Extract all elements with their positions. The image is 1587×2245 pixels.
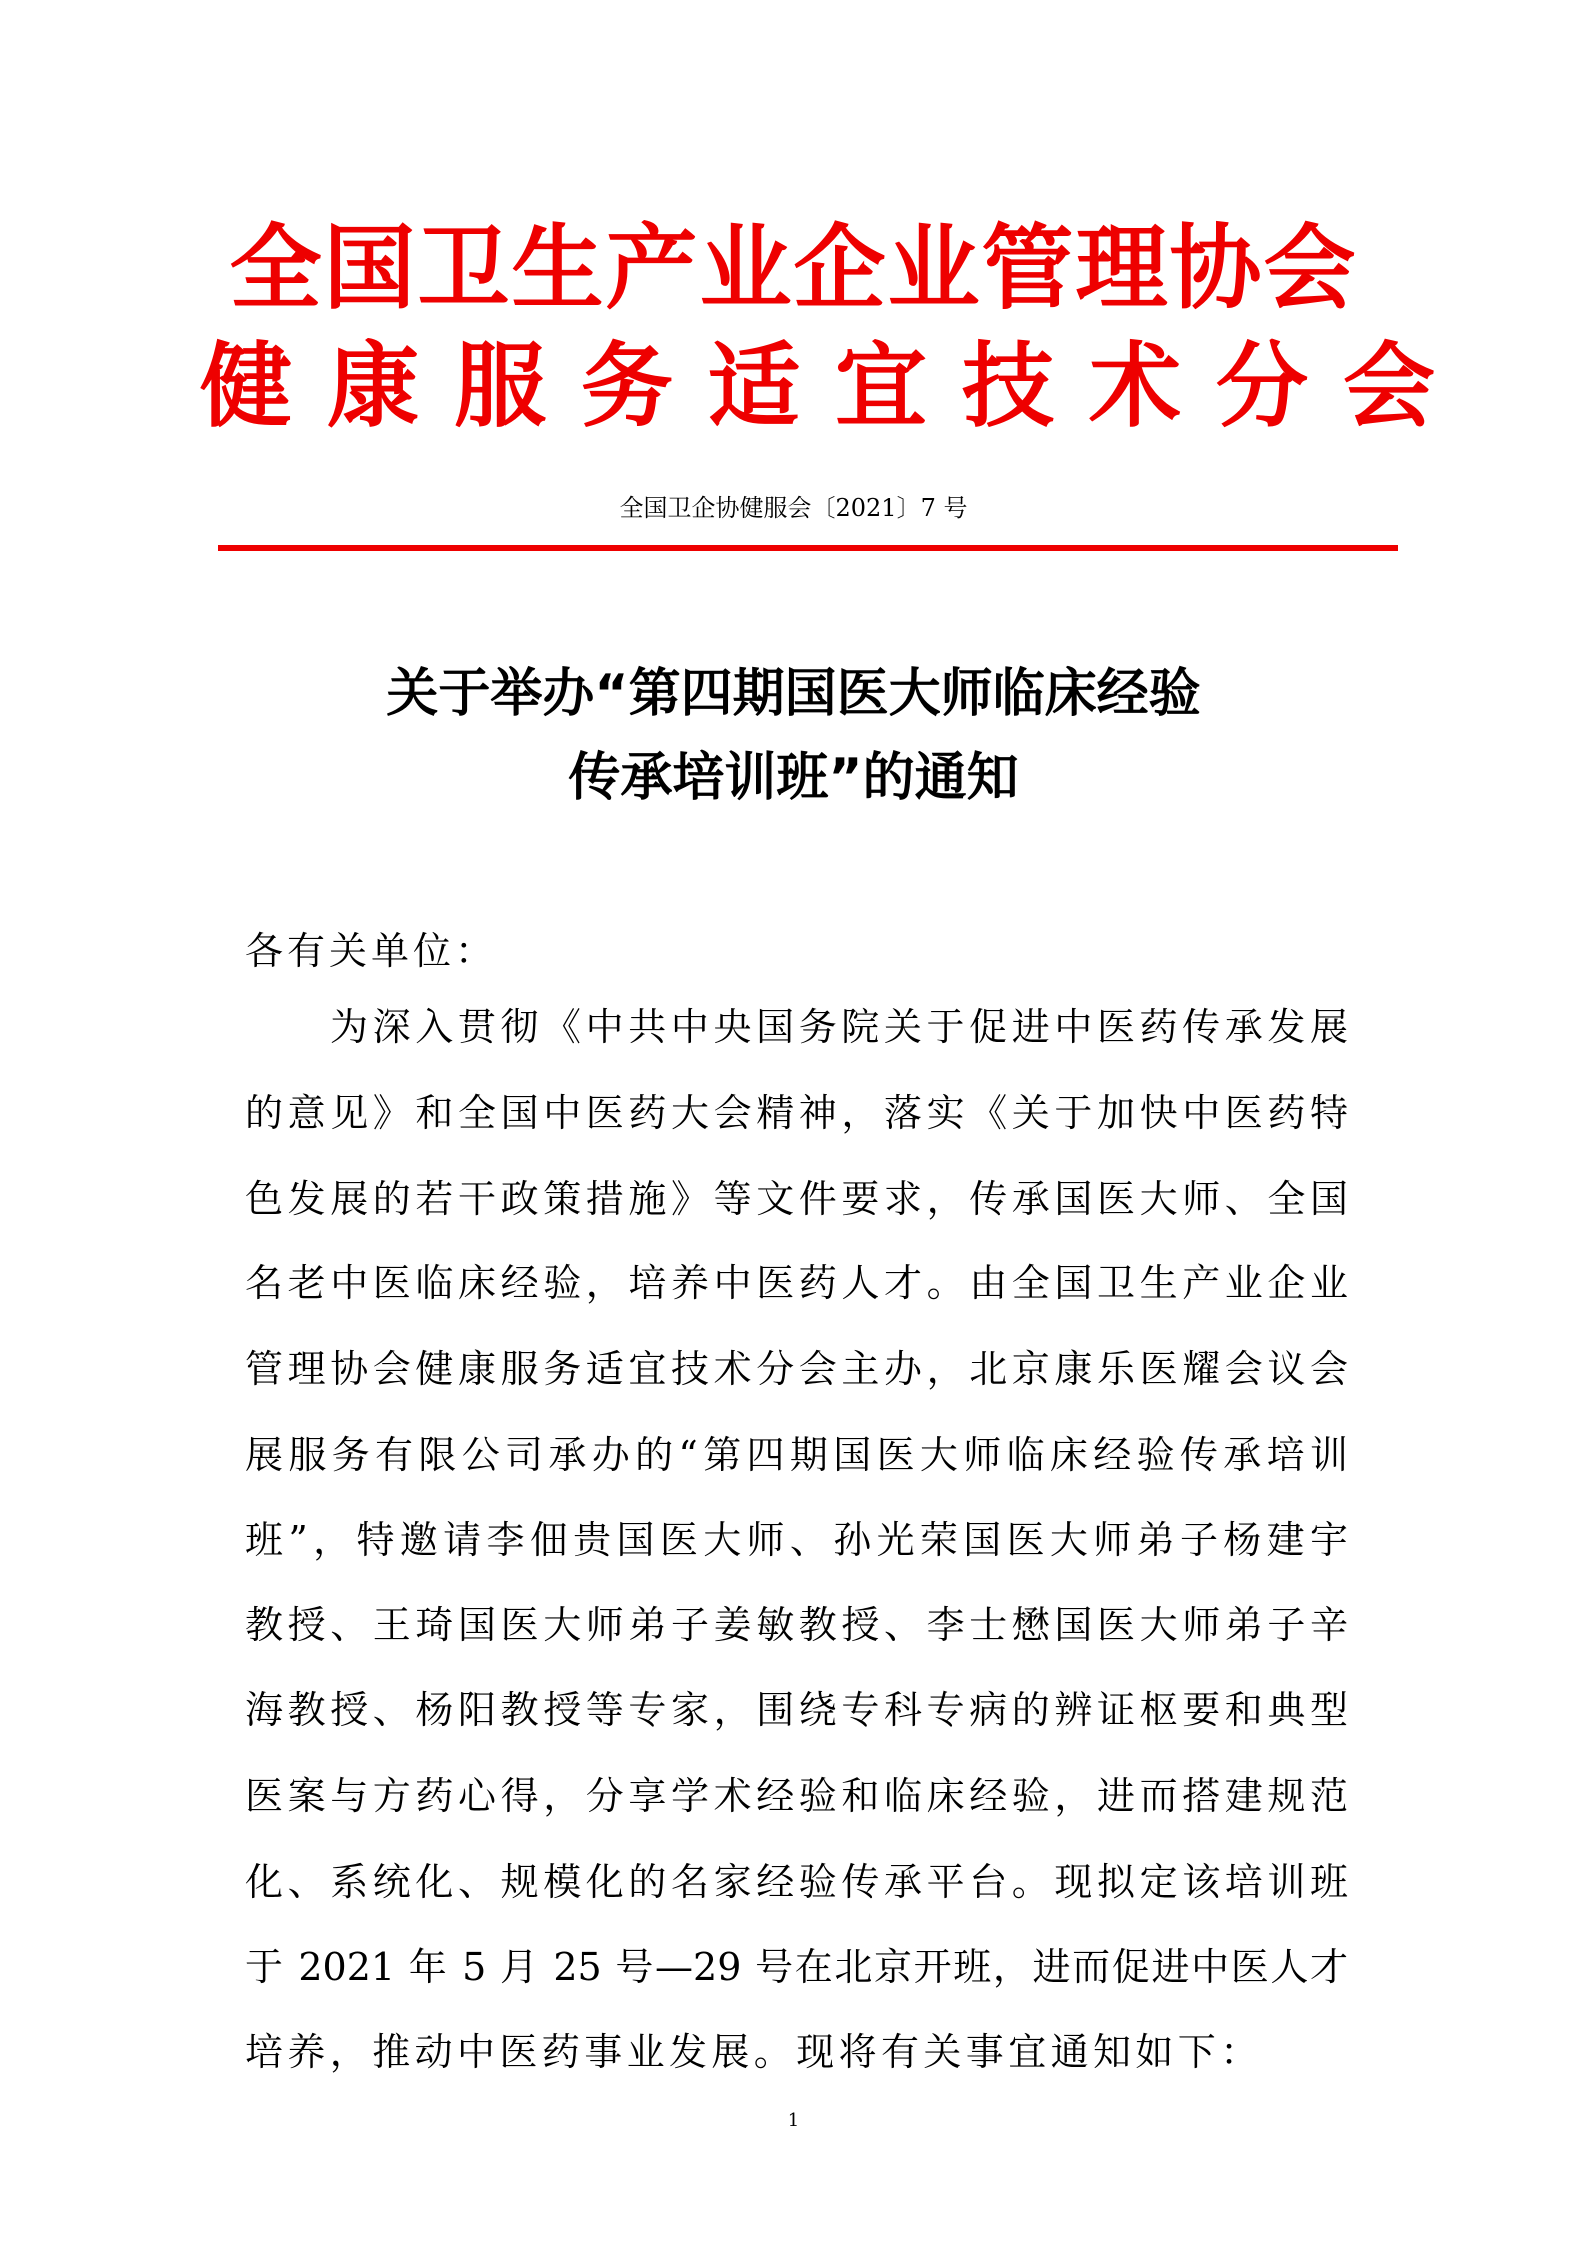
body-line: 班”，特邀请李佃贵国医大师、孙光荣国医大师弟子杨建宇 [245,1518,1348,1562]
body-line: 管理协会健康服务适宜技术分会主办，北京康乐医耀会议会 [245,1347,1348,1391]
body-line: 海教授、杨阳教授等专家，围绕专科专病的辨证枢要和典型 [245,1688,1348,1732]
org-name-line-1: 全国卫生产业企业管理协会 [229,214,1358,322]
org-name-line-2: 健康服务适宜技术分会 [200,332,1471,440]
body-line: 于 2021 年 5 月 25 号—29 号在北京开班，进而促进中医人才 [245,1945,1348,1989]
body-line: 色发展的若干政策措施》等文件要求，传承国医大师、全国 [245,1177,1348,1221]
body-line: 培养，推动中医药事业发展。现将有关事宜通知如下： [245,2030,1263,2074]
page-number: 1 [787,2110,800,2131]
body-line: 教授、王琦国医大师弟子姜敏教授、李士懋国医大师弟子辛 [245,1603,1348,1647]
salutation: 各有关单位： [245,929,498,973]
notice-title-line-1: 关于举办“第四期国医大师临床经验 [386,664,1201,724]
notice-title-line-2: 传承培训班”的通知 [568,748,1019,808]
body-line: 医案与方药心得，分享学术经验和临床经验，进而搭建规范 [245,1774,1348,1818]
document-number: 全国卫企协健服会〔2021〕7 号 [619,494,968,522]
body-line: 名老中医临床经验，培养中医药人才。由全国卫生产业企业 [245,1261,1348,1305]
body-line: 的意见》和全国中医药大会精神，落实《关于加快中医药特 [245,1091,1348,1135]
body-line: 化、系统化、规模化的名家经验传承平台。现拟定该培训班 [245,1860,1348,1904]
body-line: 为深入贯彻《中共中央国务院关于促进中医药传承发展 [330,1005,1348,1049]
body-line: 展服务有限公司承办的“第四期国医大师临床经验传承培训 [245,1433,1348,1477]
red-header-rule [218,545,1398,551]
